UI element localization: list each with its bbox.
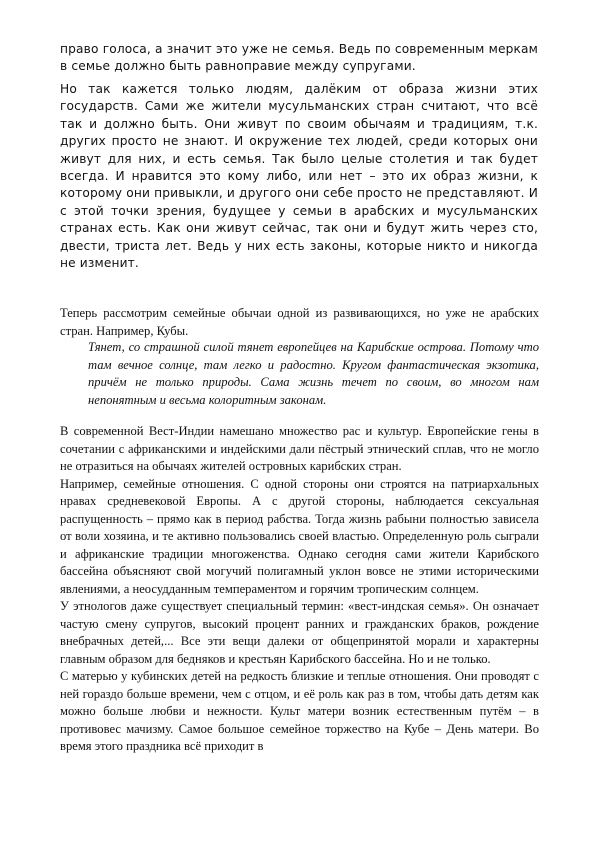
intro-paragraph (60, 305, 539, 340)
quote-text: Тянет, со страшной силой тянет европейцев на Карибские острова. Потому что там вечное солнце, там легко и радостно. Кругом фантастическая экзотика, причём не только природы. Сама жизнь течет по своим, во многом нам непонятным и весьма колоритным законам. (88, 340, 539, 407)
paragraph: Теперь рассмотрим семейные обычаи одной из развивающихся, но уже не арабских стран. Например, Кубы. (60, 306, 539, 338)
paragraph-family-relations: Например, семейные отношения. С одной стороны они строятся на патриархальных нравах средневековой Европы. А с другой стороны, наблюдается сексуальная распущенность – прямо как в период рабства. Тогда жизнь рабыни полностью зависела от воли хозяина, и те активно пользовались своей властью. Определенную роль сыграли и африканские традиции многоженства. Однако сегодня сами жители Карибского бассейна объясняют свой могучий полигамный уклон вовсе не этими историческими явлениями, а неосудданным темпераментом и горячим тропическим солнцем. (60, 476, 539, 596)
paragraph: Но так кажется только людям, далёким от образа жизни этих государств. Сами же жители мусульманских стран считают, что всё так и должно быть. Они живут по своим обычаям и традициям, т.к. других просто не знают. И окружение тех людей, среди которых они живут для них, и есть семья. Так было целые столетия и так будет всегда. И нравится это кому либо, или нет – это их образ жизни, к которому они привыкли, и другого они себе просто не представляют. И с этой точки зрения, будущее у семьи в арабских и мусульманских странах есть. Как они живут сейчас, так они и будут жить через сто, двести, триста лет. Ведь у них есть законы, которые никто и никогда не изменит. (60, 82, 538, 271)
paragraph-west-indian-family: У этнологов даже существует специальный термин: «вест-индская семья». Он означает частую смену супругов, высокий процент ранних и гражданских браков, рождение внебрачных детей,... Все эти вещи далеки от общепринятой морали и характерны главным образом для бедняков и крестьян Карибского бассейна. Но и не только. (60, 599, 539, 666)
paragraph-mother-cult: С матерью у кубинских детей на редкость близкие и теплые отношения. Они проводят с ней гораздо больше времени, чем с отцом, и её роль как раз в том, чтобы дать детям как можно больше любви и нежности. Культ матери возник естественным путём – в противовес мачизму. Самое большое семейное торжество на Кубе – День матери. Во время этого праздника всё приходит в (60, 669, 539, 753)
sans-paragraph-continuation (60, 41, 538, 76)
sans-paragraph-muslim-family (60, 81, 538, 272)
paragraph-west-indies: В современной Вест-Индии намешано множество рас и культур. Европейские гены в сочетании с африканскими и индейскими дали пёстрый этнический сплав, что не могло не отразиться на обычаях жителей островных карибских стран. (60, 424, 539, 473)
paragraph: право голоса, а значит это уже не семья. Ведь по современным меркам в семье должно быть равноправие между супругами. (60, 42, 538, 74)
body-text (60, 423, 539, 756)
italic-quote (88, 339, 539, 409)
